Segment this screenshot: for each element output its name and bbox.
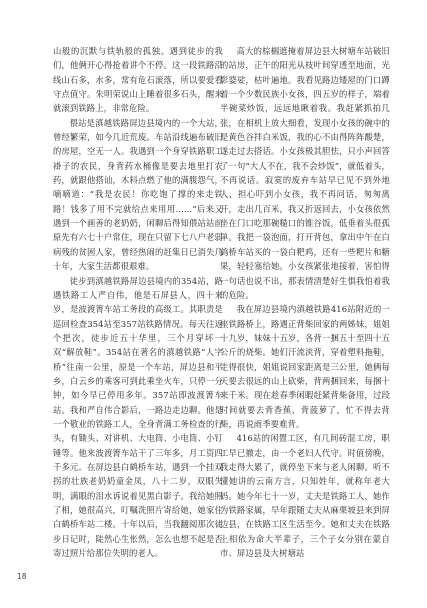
paragraph: 偎站是滇越铁路屏边县境内的一个大站，曾经繁荣，如今几近荒废。车站沿线遍布破旧的房屋，空无一人。我遇到一个身穿铁路职工褂子的农民，身背药水桶像是要去地里打农药，就跟他搭讪，木料点燃了他的满腹怨气，嘀嘀道：“我是农民！你吃饱了撑的来走铁路！钱多了用不完就给点来用用……”后来又遇到一个画善的老奶奶，闲聊后得知偎站站前原先有六七十户常住，现在只留下七八户老弱病残的贫困人家，曾经热闹的赶集日已消失几十年，大家生活都很艰难。 <box>53 117 223 272</box>
paragraph: 高大的棕榈遮掩着屏边县大树塘车站破旧的站房，正午的阳光从枝叶间穿透至地面，光影婆娑，枯叶遍地。我看见路边矮屋的门口蹲着一个少数民族小女孩，四五岁的样子，端着半碗菜炒饭，远远地瞅着我。我赶紧抓拍几张，在相机上放大细看，发现小女孩的碗中的是黄色谷拌白米饭，我的心不由得阵阵酸楚，遂走过去搭话。小女孩极其胆怯，只小声回答了一句“大人不在，我不会炒饭”，就低着头，不再说话。寂寞的废弃车站早已见不到外地人，担心吓到小女孩，我不再问话，匆匆离开，走出几百米，我又折返回去，小女孩依然坐在门口吃那碗糙口的锥谷饭，低垂着头很孤单。我把一袋泡面，打开背包，拿出中午在白鹤桥车站买的一袋白粑鸡，还有一些粑片和糖果，轻轻塞给她。小女孩紧张地接着，害怕得一句话也说不出，那表情清楚好生惧我怕着我的危险。 <box>220 46 390 300</box>
paragraph: 我在屏边县境内滇越铁路416站附近的一座铁路桥上，路遇正背柴回家的两姊妹，姐姐十九岁，妹妹十五岁，各背一捆五十至四十五公斤的烧柴。她们汗流浃背，穿着塑料拖鞋，走得很快，姐姐说回家距离是三公里，她俩每天要去很远的山上砍柴，背两捆回来，每捆十来千米。现在趁春季闲暇赶紧背柴备用，过段时间就要去背香蕉、背菠萝了，忙不得去背柴，再说雨季要难背。 <box>220 304 390 429</box>
paragraph: 416站的闲置工区，有几间砖混工房，职工早已撤走，由一个老妇人代守。时值傍晚，我走得大累了，就停坐下来与老人闲聊。听不懂她讲的云南方言，只知姓年，就称年老大妈。她今年七十一岁，丈夫是铁路工人，她作为铁路家属，早年跟随丈夫从麻栗坡县来到屏边县，在铁路工区生活至今。她和丈夫在铁路上相依为命大半辈子，三个子女分别在蒙自市、屏边县及大树塘站 <box>220 433 390 559</box>
paragraph: 山般的沉默与铁轨般的孤独。遇到徒步的我们，他俩开心得抢着讲个不停。这一段铁路沿线山石多，水多，常有危石滚落，所以要爱看守点值守。朱明荣说山上睡着很多石头，醒来就滚到铁路上，非常危险。 <box>53 46 223 114</box>
page-number: 18 <box>17 572 27 581</box>
paragraph: 徒步到滇越铁路屏边县境内的354站，路遇铁路工人严自伟，他是石屏县人，四十来岁，是波渡箐车站工务段的高级工。其职责是巡回检查354站至357站铁路情况。每天往返个把次，徒步近五十华里，三个月穿坏一双“解放鞋”。354站在著名的滇越铁路“人字桥”往南一公里，原是一个车站，屏边县和平乡，白云乡的乘客可到此乘坐火车，只停一分钟，如今早已停用多年。357站即波渡箐车站。我和严自伟合影后，一路边走边聊。他是一个敬业的铁路工人，全身背满工务检查的行头，有锄头、对讲机、大电筒、小电筒、小钉锤等。他来波渡箐车站干了三年多，月工资四千多元。在屏边县白鹤桥车站，遇到一个挂双拐的壮族老奶奶童金凤，八十二岁，双眼失明，满眼的泪水诉说着见黑白影子。我给她照了相，她很高兴，叮嘱洗照片寄给她，她家住白鹤桥车站二楼。十年以后，当我翻阅那次徒步日记时，陡然心生怅然，怎么也想不起是否寄过照片给那位失明的老人。 <box>53 275 223 559</box>
right-column <box>220 44 390 560</box>
left-column <box>53 44 223 560</box>
